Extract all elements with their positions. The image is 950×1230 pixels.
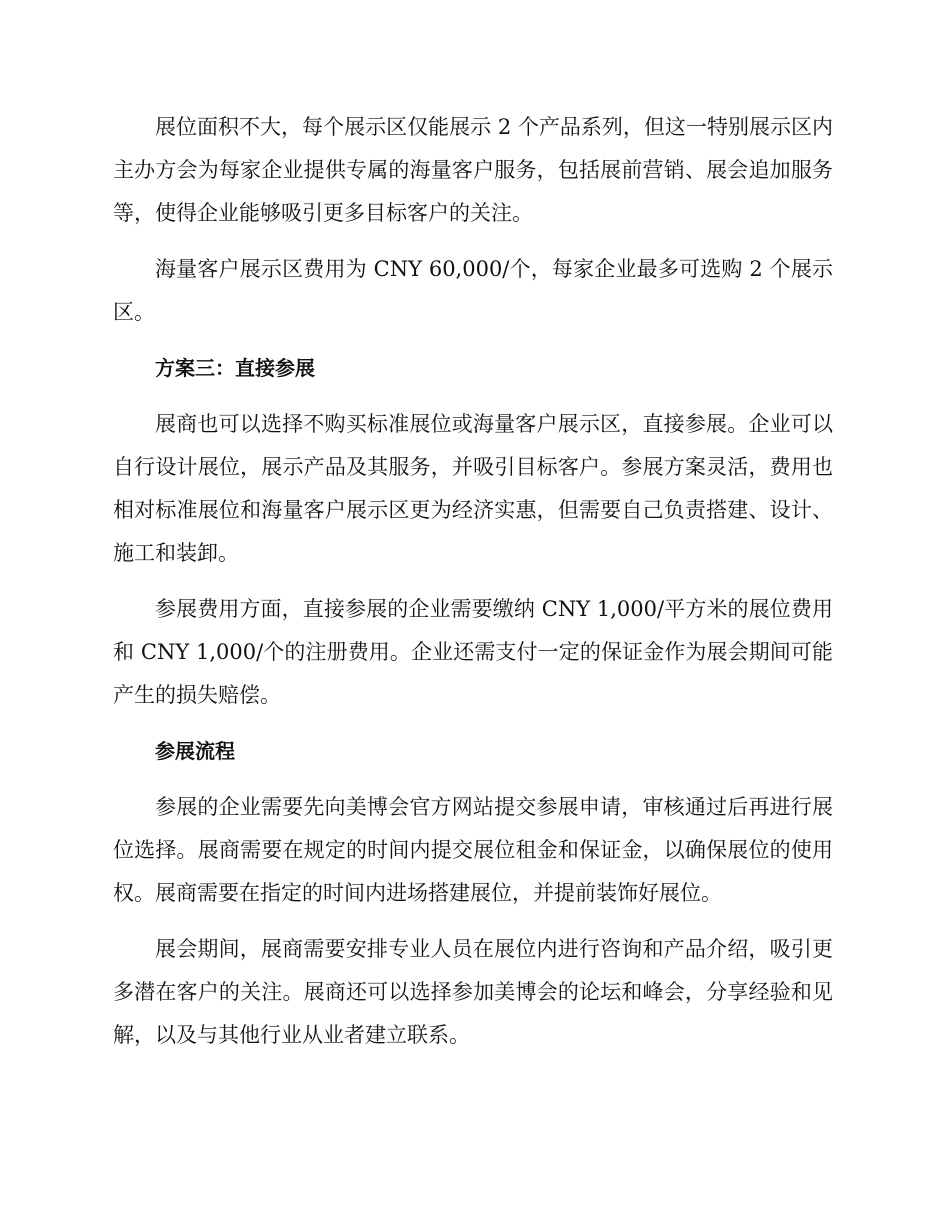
paragraph-exhibit-fee: 参展费用方面，直接参展的企业需要缴纳 CNY 1,000/平方米的展位费用和 CNY 1,000/个的注册费用。企业还需支付一定的保证金作为展会期间可能产生的损失赔偿。 — [113, 597, 833, 707]
paragraph-during-exhibition: 展会期间，展商需要安排专业人员在展位内进行咨询和产品介绍，吸引更多潜在客户的关注。展商还可以选择参加美博会的论坛和峰会，分享经验和见解，以及与其他行业从业者建立联系。 — [113, 937, 833, 1047]
heading-plan-three: 方案三：直接参展 — [155, 356, 315, 380]
paragraph-application-process: 参展的企业需要先向美博会官方网站提交参展申请，审核通过后再进行展位选择。展商需要在规定的时间内提交展位租金和保证金，以确保展位的使用权。展商需要在指定的时间内进场搭建展位，并提前装饰好展位。 — [113, 795, 833, 905]
paragraph-direct-exhibit: 展商也可以选择不购买标准展位或海量客户展示区，直接参展。企业可以自行设计展位，展示产品及其服务，并吸引目标客户。参展方案灵活，费用也相对标准展位和海量客户展示区更为经济实惠，但需要自己负责搭建、设计、施工和装卸。 — [113, 412, 833, 565]
document-body — [113, 106, 833, 1070]
heading-exhibit-process: 参展流程 — [155, 739, 235, 763]
paragraph-booth-area: 展位面积不大，每个展示区仅能展示 2 个产品系列，但这一特别展示区内主办方会为每家企业提供专属的海量客户服务，包括展前营销、展会追加服务等，使得企业能够吸引更多目标客户的关注。 — [113, 115, 833, 225]
paragraph-showcase-fee: 海量客户展示区费用为 CNY 60,000/个，每家企业最多可选购 2 个展示区。 — [113, 257, 833, 324]
